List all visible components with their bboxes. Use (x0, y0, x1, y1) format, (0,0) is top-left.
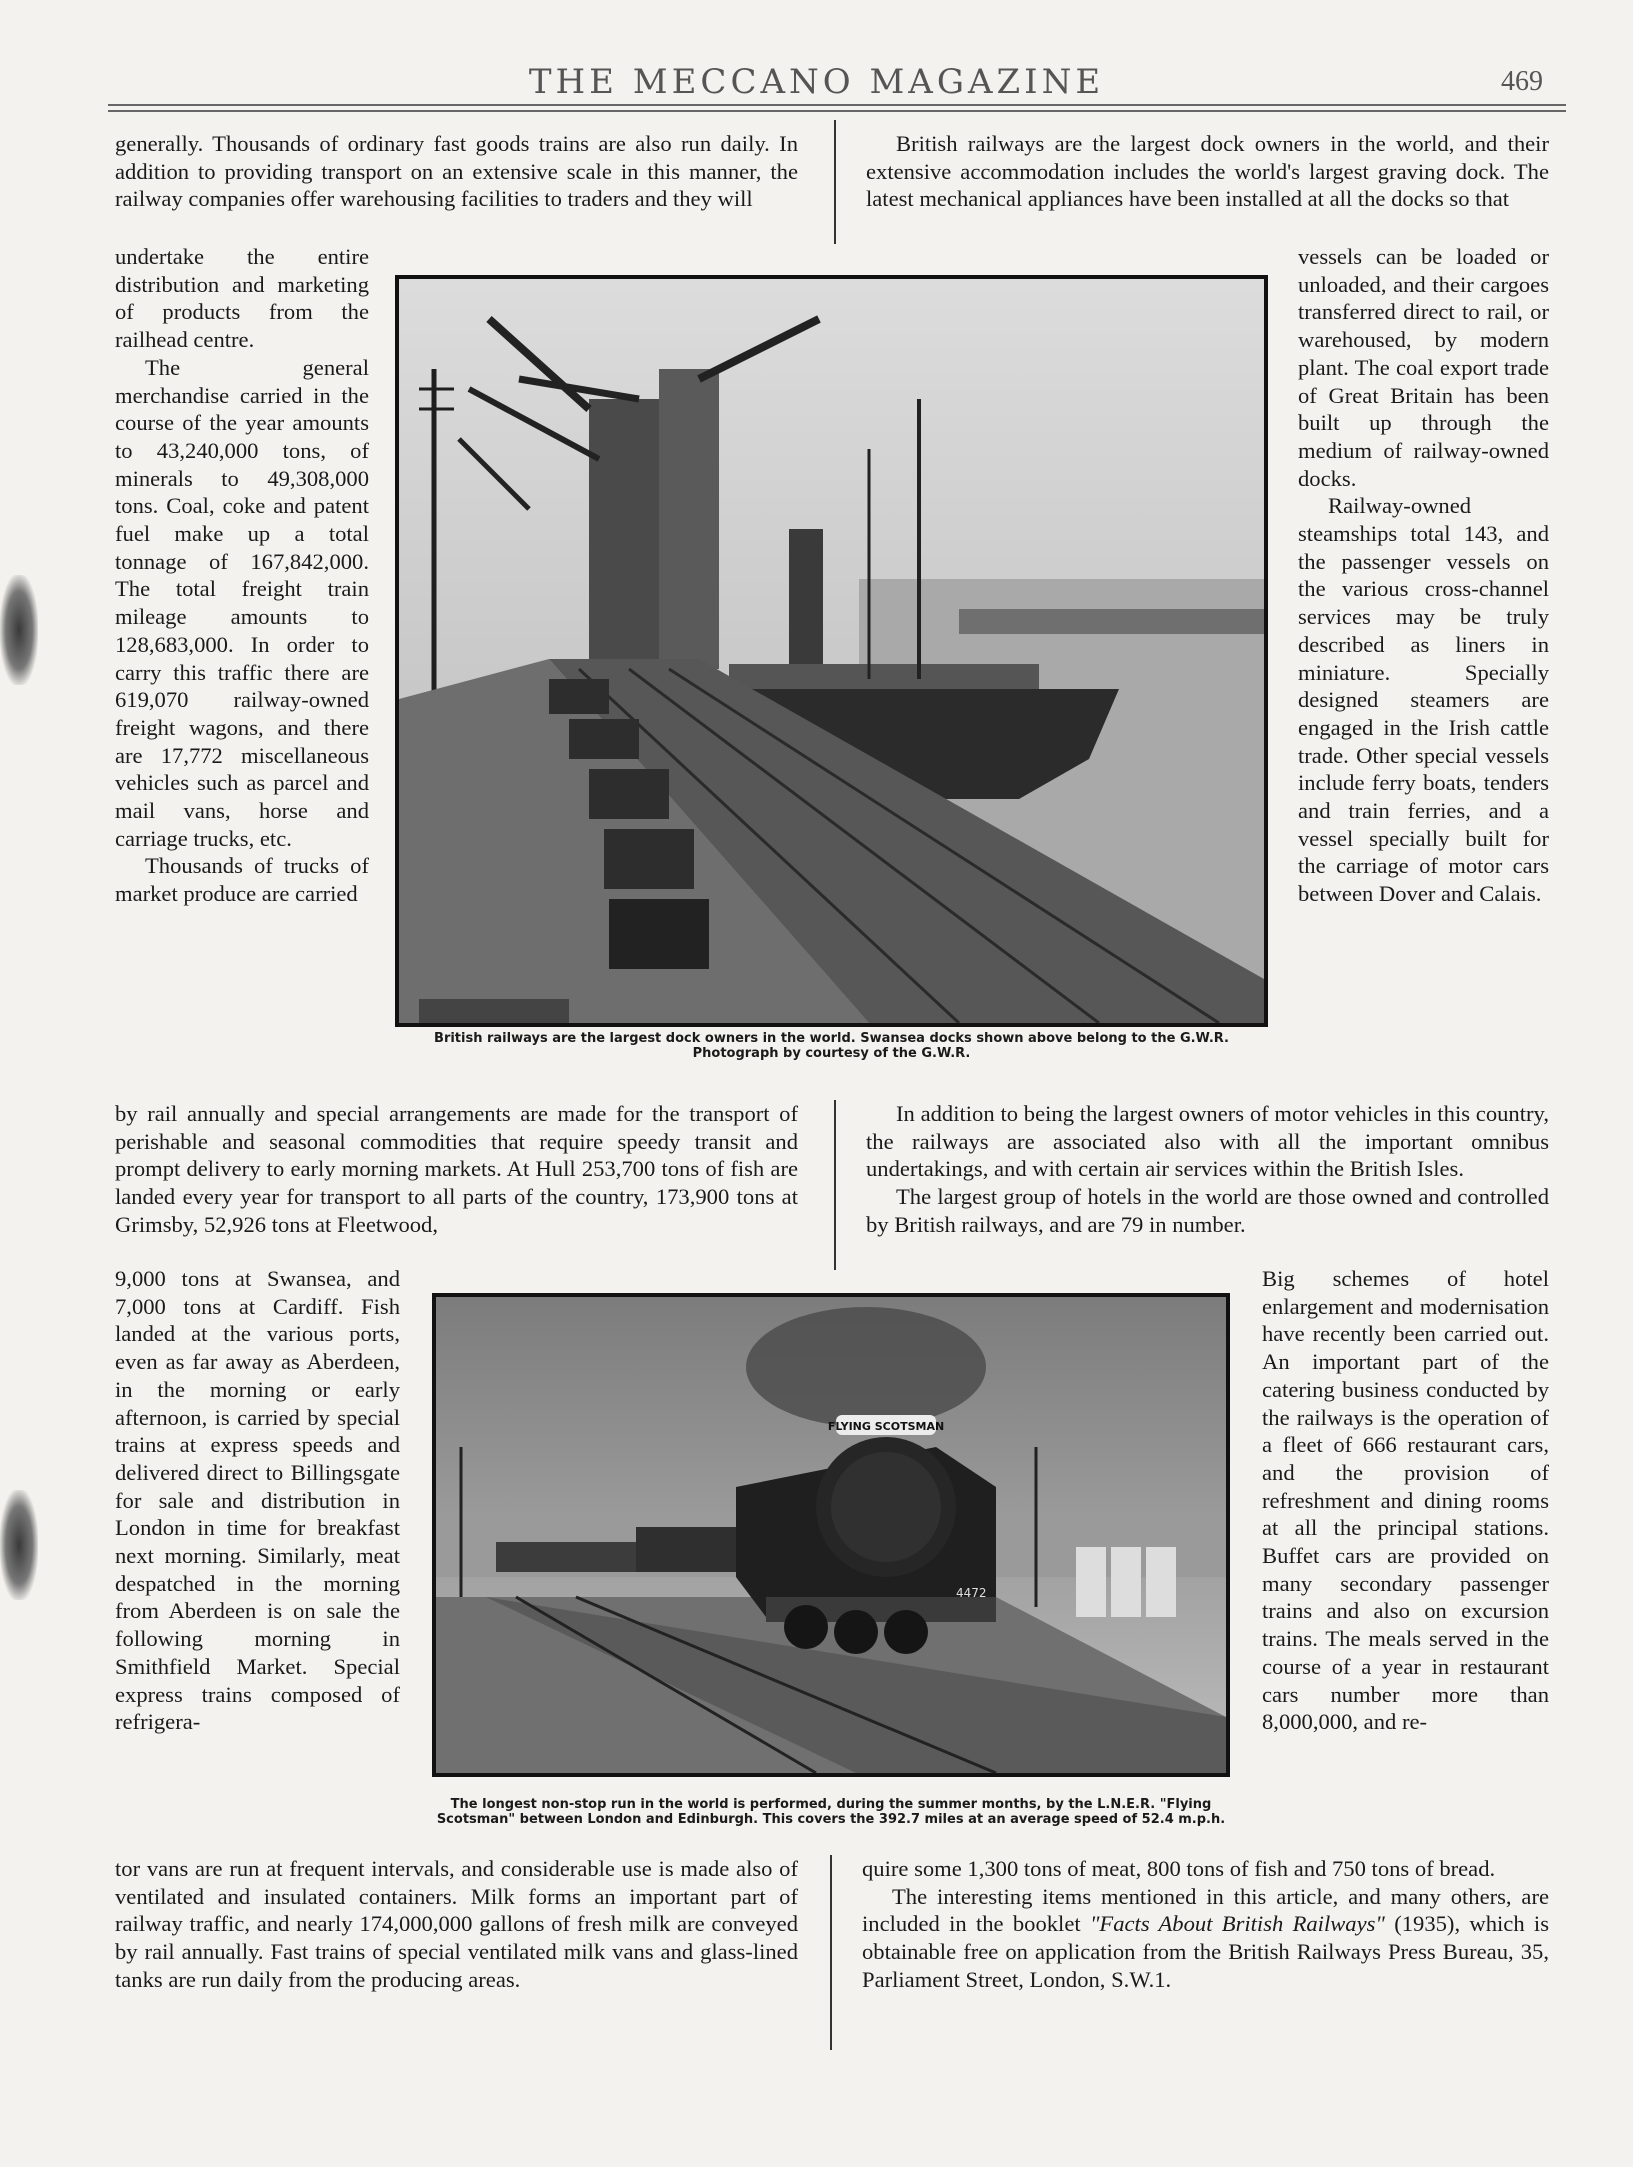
left-middle-paragraph: by rail annually and special arrangements are made for the transport of perishable and seasonal commodities that require speedy transit and prompt delivery to early morning markets. At Hull 253,700 tons of fish are landed every year for transport to all parts of the country, 173,900 tons at Grimsby, 52,926 tons at Fleetwood, (115, 1101, 798, 1237)
ship-deck (729, 664, 1039, 689)
column-divider-top (834, 120, 836, 244)
column-divider-middle (834, 1100, 836, 1270)
left-bottom-paragraph: tor vans are run at frequent intervals, and considerable use is made also of ventilated and insulated containers. Milk forms an important part of railway traffic, and nearly 174,000,000 gallons of fresh milk are conveyed by rail annually. Fast trains of special ventilated milk vans and glass-lined tanks are run daily from the producing areas. (115, 1856, 798, 1992)
magazine-title: THE MECCANO MAGAZINE (528, 62, 1105, 102)
left-top-paragraph: generally. Thousands of ordinary fast goods trains are also run daily. In addition to providing transport on an extensive scale in this manner, the railway companies offer warehousing facilities to traders and they will (115, 131, 798, 212)
dock-photo-illustration (399, 279, 1264, 1023)
paragraph: vessels can be loaded or unloaded, and their cargoes transferred direct to rail, or warehoused, by modern plant. The coal export trade of Great Britain has been built up through the medium of railway-owned docks. (1298, 244, 1549, 491)
right-middle-paragraphs (866, 1100, 1549, 1239)
right-top-paragraph: British railways are the largest dock owners in the world, and their extensive accommodation includes the world's largest graving dock. The latest mechanical appliances have been installed at all the docks so that (866, 131, 1549, 212)
paragraph: undertake the entire distribution and marketing of products from the railhead centre. (115, 244, 369, 353)
header-rule (108, 104, 1566, 106)
poster-board (1076, 1547, 1106, 1617)
paragraph: The interesting items mentioned in this article, and many others, are included in the booklet "Facts About British Railways" (1935), which is obtainable free on application from the British Railways Press Bureau, 35, Parliament Street, London, S.W.1. (862, 1883, 1549, 1992)
driving-wheel (784, 1605, 828, 1649)
scan-blot-lower (0, 1490, 38, 1600)
scan-blot-upper (0, 575, 38, 685)
right-bottom-paragraphs (862, 1855, 1549, 1994)
paragraph: The general merchandise carried in the course of the year amounts to 43,240,000 tons, of minerals to 49,308,000 tons. Coal, coke and patent fuel make up a total tonnage of 167,842,000. The total freight train mileage amounts to 128,683,000. In order to carry this traffic there are 619,070 railway-owned freight wagons, and there are 17,772 miscellaneous vehicles such as parcel and mail vans, horse and carriage trucks, etc. (115, 354, 369, 851)
paragraph: quire some 1,300 tons of meat, 800 tons of fish and 750 tons of bread. (862, 1856, 1496, 1881)
train-photo-illustration (436, 1297, 1226, 1773)
coal-wagon (549, 679, 609, 714)
booklet-title: "Facts About British Railways" (1089, 1911, 1385, 1937)
column-divider-bottom (830, 1855, 832, 2050)
paragraph: Thousands of trucks of market produce are carried (115, 853, 369, 907)
flying-scotsman-photograph (432, 1293, 1230, 1777)
left-narrow-column-b: 9,000 tons at Swansea, and 7,000 tons at Cardiff. Fish landed at the various ports, even as far away as Aberdeen, in the morning or early afternoon, is carried by special trains at express speeds and delivered direct to Billingsgate for sale and distribution in London in time for breakfast next morning. Similarly, meat despatched in the morning from Aberdeen is on sale the following morning in Smithfield Market. Special express trains composed of refrigera- (115, 1266, 400, 1735)
header-rule-lower (108, 110, 1566, 112)
engine-number: 4472 (956, 1586, 987, 1600)
paragraph: Railway-owned steamships total 143, and the passenger vessels on the various cross-channel services may be truly described as liners in miniature. Specially designed steamers are engaged in the Irish cattle trade. Other special vessels include ferry boats, tenders and train ferries, and a vessel specially built for the carriage of motor cars between Dover and Calais. (1298, 493, 1549, 907)
right-narrow-column-b: Big schemes of hotel enlargement and modernisation have recently been carried out. An important part of the catering business conducted by the railways is the operation of a fleet of 666 restaurant cars, and the provision of refreshment and dining rooms at all the principal stations. Buffet cars are provided on many secondary passenger trains and also on excursion trains. The meals served in the course of a year in restaurant cars number more than 8,000,000, and re- (1262, 1266, 1549, 1735)
smoke-plume (746, 1307, 986, 1427)
page-number: 469 (1501, 66, 1543, 97)
paragraph: The largest group of hotels in the world are those owned and controlled by British railways, and are 79 in number. (866, 1184, 1549, 1237)
left-narrow-column-a (115, 243, 369, 908)
headboard-text: FLYING SCOTSMAN (827, 1420, 945, 1433)
right-narrow-column-a (1298, 243, 1549, 908)
train-photo-caption: The longest non-stop run in the world is performed, during the summer months, by the L.N.E.R. "Flying Scotsman" between London and Edinburgh. This covers the 392.7 miles at an average speed of 52.4 m.p.h. (436, 1797, 1226, 1827)
paragraph: In addition to being the largest owners of motor vehicles in this country, the railways are associated also with all the important omnibus undertakings, and with certain air services within the British Isles. (866, 1101, 1549, 1182)
dock-photograph (395, 275, 1268, 1027)
dock-photo-caption: British railways are the largest dock owners in the world. Swansea docks shown above belong to the G.W.R. Photograph by courtesy of the G.W.R. (434, 1031, 1229, 1061)
distant-quay (959, 609, 1264, 634)
